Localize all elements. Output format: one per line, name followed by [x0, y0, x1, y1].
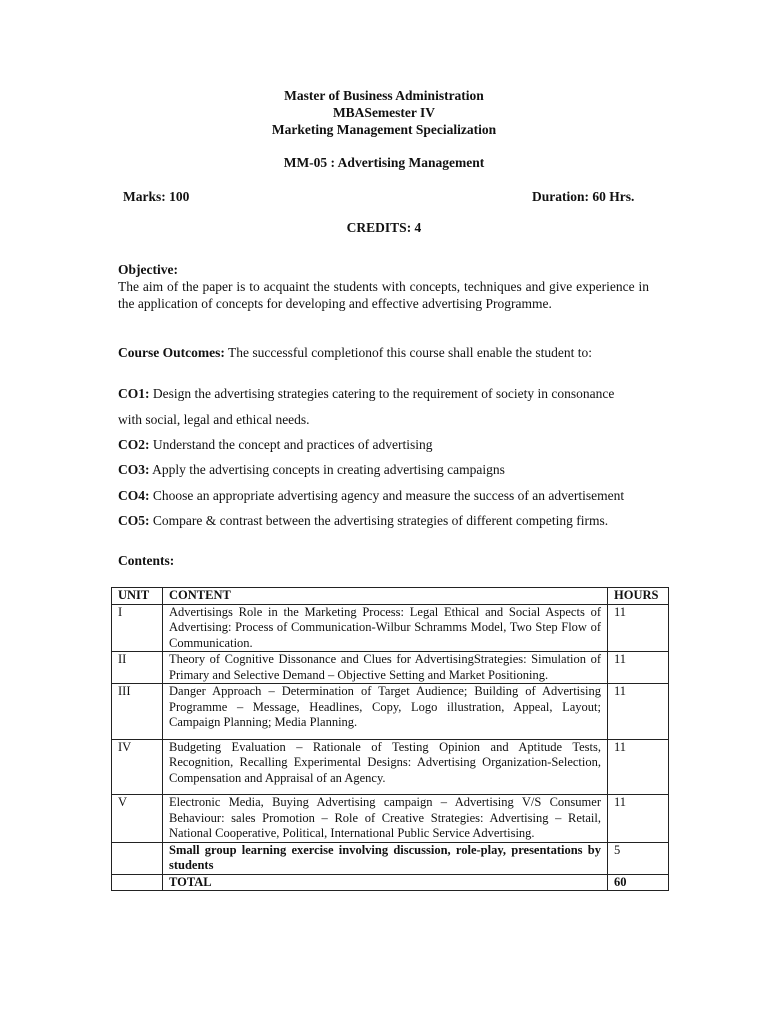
hours-cell: 11: [608, 604, 669, 652]
table-row: [112, 684, 669, 740]
content-cell: Danger Approach – Determination of Target Audience; Building of Advertising Programme – Message, Headlines, Copy, Logo illustration, Appeal, Layout; Campaign Planning; Media Planning.: [163, 684, 608, 740]
hours-cell: 11: [608, 652, 669, 684]
unit-cell: V: [112, 795, 163, 843]
contents-table: [111, 587, 669, 891]
content-cell: Electronic Media, Buying Advertising campaign – Advertising V/S Consumer Behaviour: sales Promotion – Role of Creative Strategies: Advertising – Retail, National Cooperative, Political, International Public Service Advertising.: [163, 795, 608, 843]
content-cell: Advertisings Role in the Marketing Process: Legal Ethical and Social Aspects of Advertising: Process of Communication-Wilbur Schramms Model, Two Step Flow of Communication.: [163, 604, 608, 652]
duration: Duration: 60 Hrs.: [532, 189, 635, 204]
table-row: [112, 739, 669, 795]
table-header-row: [112, 588, 669, 605]
objective-text: The aim of the paper is to acquaint the students with concepts, techniques and give experience in the application of concepts for developing and effective advertising Programme.: [118, 279, 649, 311]
header-hours: HOURS: [608, 588, 669, 605]
table-total-row: [112, 874, 669, 891]
specialization-title: Marketing Management Specialization: [271, 122, 497, 137]
content-cell: Theory of Cognitive Dissonance and Clues for AdvertisingStrategies: Simulation of Primary and Selective Demand – Objective Setting and Market Positioning.: [163, 652, 608, 684]
hours-cell: 11: [608, 739, 669, 795]
total-hours: 60: [608, 874, 669, 891]
unit-cell: IV: [112, 739, 163, 795]
unit-cell: [112, 842, 163, 874]
unit-cell: II: [112, 652, 163, 684]
table-row: [112, 795, 669, 843]
hours-cell: 11: [608, 795, 669, 843]
outcome-item: CO3: Apply the advertising concepts in creating advertising campaigns: [118, 462, 505, 477]
objective-heading: Objective:: [118, 262, 178, 277]
course-outcomes-text: The successful completionof this course shall enable the student to:: [224, 345, 593, 360]
unit-cell: [112, 874, 163, 891]
hours-cell: 11: [608, 684, 669, 740]
credits: CREDITS: 4: [346, 220, 422, 235]
header-unit: UNIT: [112, 588, 163, 605]
outcome-item: with social, legal and ethical needs.: [118, 412, 310, 427]
outcome-item: CO4: Choose an appropriate advertising agency and measure the success of an advertisement: [118, 488, 625, 503]
table-row: [112, 604, 669, 652]
hours-cell: 5: [608, 842, 669, 874]
table-row: [112, 652, 669, 684]
program-title: Master of Business Administration: [284, 88, 484, 103]
header-content: CONTENT: [163, 588, 608, 605]
contents-heading: Contents:: [118, 553, 175, 568]
total-label: TOTAL: [163, 874, 608, 891]
outcome-item: CO1: Design the advertising strategies catering to the requirement of society in consonance: [118, 386, 615, 401]
unit-cell: I: [112, 604, 163, 652]
course-outcomes: [118, 345, 592, 361]
semester-title: MBASemester IV: [332, 105, 436, 120]
table-row: [112, 842, 669, 874]
outcome-item: CO5: Compare & contrast between the advertising strategies of different competing firms.: [118, 513, 609, 528]
outcome-item: CO2: Understand the concept and practices of advertising: [118, 437, 433, 452]
content-cell: Small group learning exercise involving discussion, role-play, presentations by students: [163, 842, 608, 874]
content-cell: Budgeting Evaluation – Rationale of Testing Opinion and Aptitude Tests, Recognition, Recalling Experimental Designs: Advertising Organization-Selection, Compensation and Appraisal of an Agency.: [163, 739, 608, 795]
course-outcomes-heading: Course Outcomes:: [118, 345, 225, 360]
course-title: MM-05 : Advertising Management: [283, 155, 485, 170]
marks: Marks: 100: [123, 189, 190, 204]
unit-cell: III: [112, 684, 163, 740]
